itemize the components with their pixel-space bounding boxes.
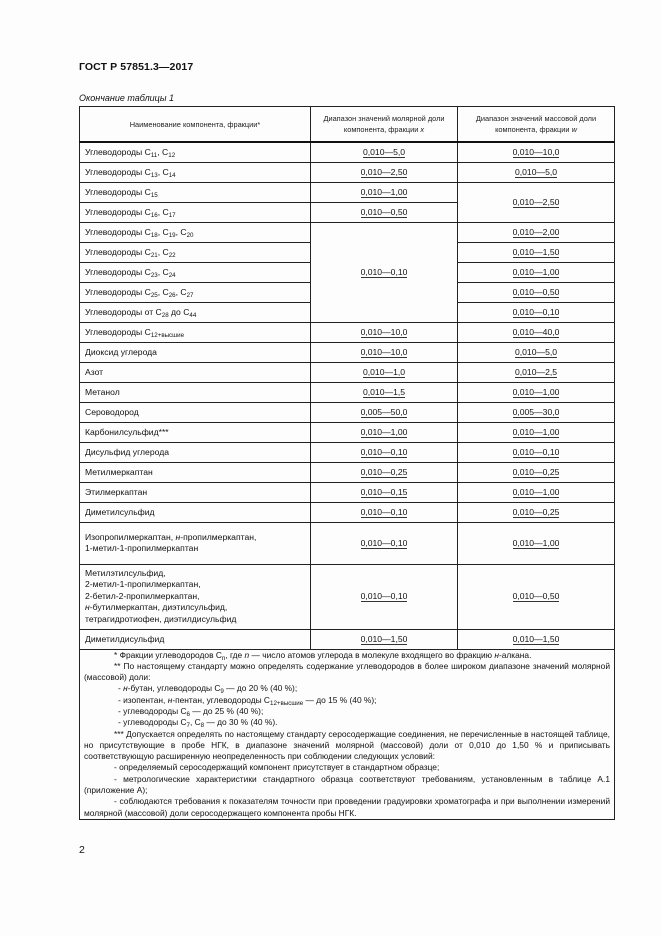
row-mass-range: 0,010—1,50 [458, 629, 615, 649]
row-molar-range: 0,010—0,15 [311, 482, 458, 502]
col-header-molar: Диапазон значений молярной доли компонента, фракции x [311, 107, 458, 143]
row-molar-range: 0,010—10,0 [311, 322, 458, 342]
note-2-item: - н-бутан, углеводороды $C_9$ — до 20 % (40 %); [118, 683, 298, 696]
row-mass-range: 0,010—2,5 [458, 362, 615, 382]
row-mass-range: 0,010—10,0 [458, 142, 615, 162]
row-name: Диоксид углерода [80, 342, 311, 362]
row-name: Метанол [80, 382, 311, 402]
row-name: Сероводород [80, 402, 311, 422]
row-mass-range: 0,010—1,50 [458, 242, 615, 262]
note-3-item: - метрологические характеристики стандартного образца соответствуют требованиям, установленным в таблице А.1 (приложение А); [84, 773, 610, 796]
table-row [80, 482, 615, 502]
row-mass-range: 0,010—2,50 [458, 182, 615, 222]
row-mass-range: 0,010—0,50 [458, 564, 615, 629]
row-name: Углеводороды $C_{18}$, $C_{19}$, $C_{20}$ [80, 222, 311, 242]
note-2: ** По настоящему стандарту можно определять содержание углеводородов в более широком диапазоне значений молярной (массовой) доли: [84, 660, 610, 683]
table-row [80, 222, 615, 242]
row-name: Метилмеркаптан [80, 462, 311, 482]
note-3-item: - определяемый серосодержащий компонент присутствует в стандартном образце; [114, 762, 440, 773]
table-notes-row [80, 649, 615, 819]
row-name: Изопропилмеркаптан, н-пропилмеркаптан, 1-метил-1-пропилмеркаптан [80, 522, 311, 564]
table-notes [80, 649, 615, 819]
page-number: 2 [79, 844, 85, 856]
note-2-item: - углеводороды $C_6$ — до 25 % (40 %); [118, 705, 264, 718]
row-name: Углеводороды $C_{21}$, $C_{22}$ [80, 242, 311, 262]
row-mass-range: 0,010—1,00 [458, 382, 615, 402]
table-row [80, 382, 615, 402]
components-table [79, 106, 615, 820]
row-name: Углеводороды $C_{15}$ [80, 182, 311, 202]
document-code: ГОСТ Р 57851.3—2017 [79, 61, 194, 73]
row-mass-range: 0,010—0,25 [458, 502, 615, 522]
table-row [80, 182, 615, 202]
row-molar-range: 0,010—2,50 [311, 162, 458, 182]
row-molar-range: 0,010—0,10 [311, 522, 458, 564]
table-row [80, 402, 615, 422]
row-molar-range: 0,010—1,00 [311, 422, 458, 442]
row-molar-range: 0,010—10,0 [311, 342, 458, 362]
row-name: Углеводороды $C_{16}$, $C_{17}$ [80, 202, 311, 222]
table-row [80, 362, 615, 382]
row-name: Этилмеркаптан [80, 482, 311, 502]
note-2-item: - углеводороды $C_7$, $C_8$ — до 30 % (40 %). [118, 717, 278, 730]
row-mass-range: 0,010—0,25 [458, 462, 615, 482]
row-mass-range: 0,010—1,00 [458, 422, 615, 442]
row-name: Диметилсульфид [80, 502, 311, 522]
table-row [80, 342, 615, 362]
table-row [80, 522, 615, 564]
col-header-name: Наименование компонента, фракции* [80, 107, 311, 143]
row-mass-range: 0,010—40,0 [458, 322, 615, 342]
table-row [80, 629, 615, 649]
table-container [79, 106, 614, 820]
table-row [80, 142, 615, 162]
table-caption: Окончание таблицы 1 [79, 93, 174, 103]
table-header-row [80, 107, 615, 143]
row-molar-range: 0,010—0,10 [311, 222, 458, 322]
row-name: Углеводороды $C_{23}$, $C_{24}$ [80, 262, 311, 282]
table-row [80, 422, 615, 442]
row-mass-range: 0,010—2,00 [458, 222, 615, 242]
table-row [80, 442, 615, 462]
note-3: *** Допускается определять по настоящему стандарту серосодержащие соединения, не перечисленные в настоящей таблице, но присутствующие в пробе НГК, в диапазоне значений молярной (массовой) доли от 0,010 до 1,50 % и приписывать соответствующую расширенную неопределенность при соблюдении следующих условий: [84, 728, 610, 762]
row-mass-range: 0,010—0,10 [458, 302, 615, 322]
row-molar-range: 0,010—1,00 [311, 182, 458, 202]
row-name: Азот [80, 362, 311, 382]
row-name: Углеводороды $C_{11}$, $C_{12}$ [80, 142, 311, 162]
row-mass-range: 0,010—0,10 [458, 442, 615, 462]
row-mass-range: 0,010—0,50 [458, 282, 615, 302]
row-molar-range: 0,010—0,10 [311, 502, 458, 522]
table-row [80, 322, 615, 342]
row-molar-range: 0,010—1,5 [311, 382, 458, 402]
row-name: Метилэтилсульфид, 2-метил-1-пропилмеркаптан, 2-бетил-2-пропилмеркаптан, н-бутилмеркаптан, диэтилсульфид, тетрагидротиофен, диэтилдисульфид [80, 564, 311, 629]
row-name: Диметилдисульфид [80, 629, 311, 649]
row-mass-range: 0,010—5,0 [458, 342, 615, 362]
row-name: Углеводороды $C_{13}$, $C_{14}$ [80, 162, 311, 182]
col-header-mass: Диапазон значений массовой доли компонента, фракции w [458, 107, 615, 143]
row-name: Дисульфид углерода [80, 442, 311, 462]
row-molar-range: 0,010—1,50 [311, 629, 458, 649]
table-row [80, 162, 615, 182]
row-molar-range: 0,010—0,10 [311, 564, 458, 629]
table-row [80, 462, 615, 482]
row-name: Углеводороды $C_{25}$, $C_{26}$, $C_{27}$ [80, 282, 311, 302]
row-mass-range: 0,010—1,00 [458, 522, 615, 564]
row-mass-range: 0,010—5,0 [458, 162, 615, 182]
row-name: Карбонилсульфид*** [80, 422, 311, 442]
row-molar-range: 0,010—1,0 [311, 362, 458, 382]
row-name: Углеводороды от $C_{28}$ до $C_{44}$ [80, 302, 311, 322]
row-name: Углеводороды $C_{12+высшие}$ [80, 322, 311, 342]
row-mass-range: 0,010—1,00 [458, 482, 615, 502]
row-molar-range: 0,010—0,50 [311, 202, 458, 222]
row-molar-range: 0,010—5,0 [311, 142, 458, 162]
note-1: * Фракции углеводородов $C_n$, где n — число атомов углерода в молекуле входящего во фракцию н-алкана. [114, 649, 532, 662]
table-row [80, 502, 615, 522]
row-mass-range: 0,005—30,0 [458, 402, 615, 422]
row-molar-range: 0,010—0,10 [311, 442, 458, 462]
row-molar-range: 0,005—50,0 [311, 402, 458, 422]
row-mass-range: 0,010—1,00 [458, 262, 615, 282]
table-body [80, 142, 615, 649]
note-3-item: - соблюдаются требования к показателям точности при проведении градуировки хроматографа и при выполнении измерений молярной (массовой) доли серосодержащего компонента пробы НГК. [84, 796, 610, 818]
note-2-item: - изопентан, н-пентан, углеводороды $C_{12+высшие}$ — до 15 % (40 %); [118, 694, 377, 707]
table-row [80, 564, 615, 629]
row-molar-range: 0,010—0,25 [311, 462, 458, 482]
